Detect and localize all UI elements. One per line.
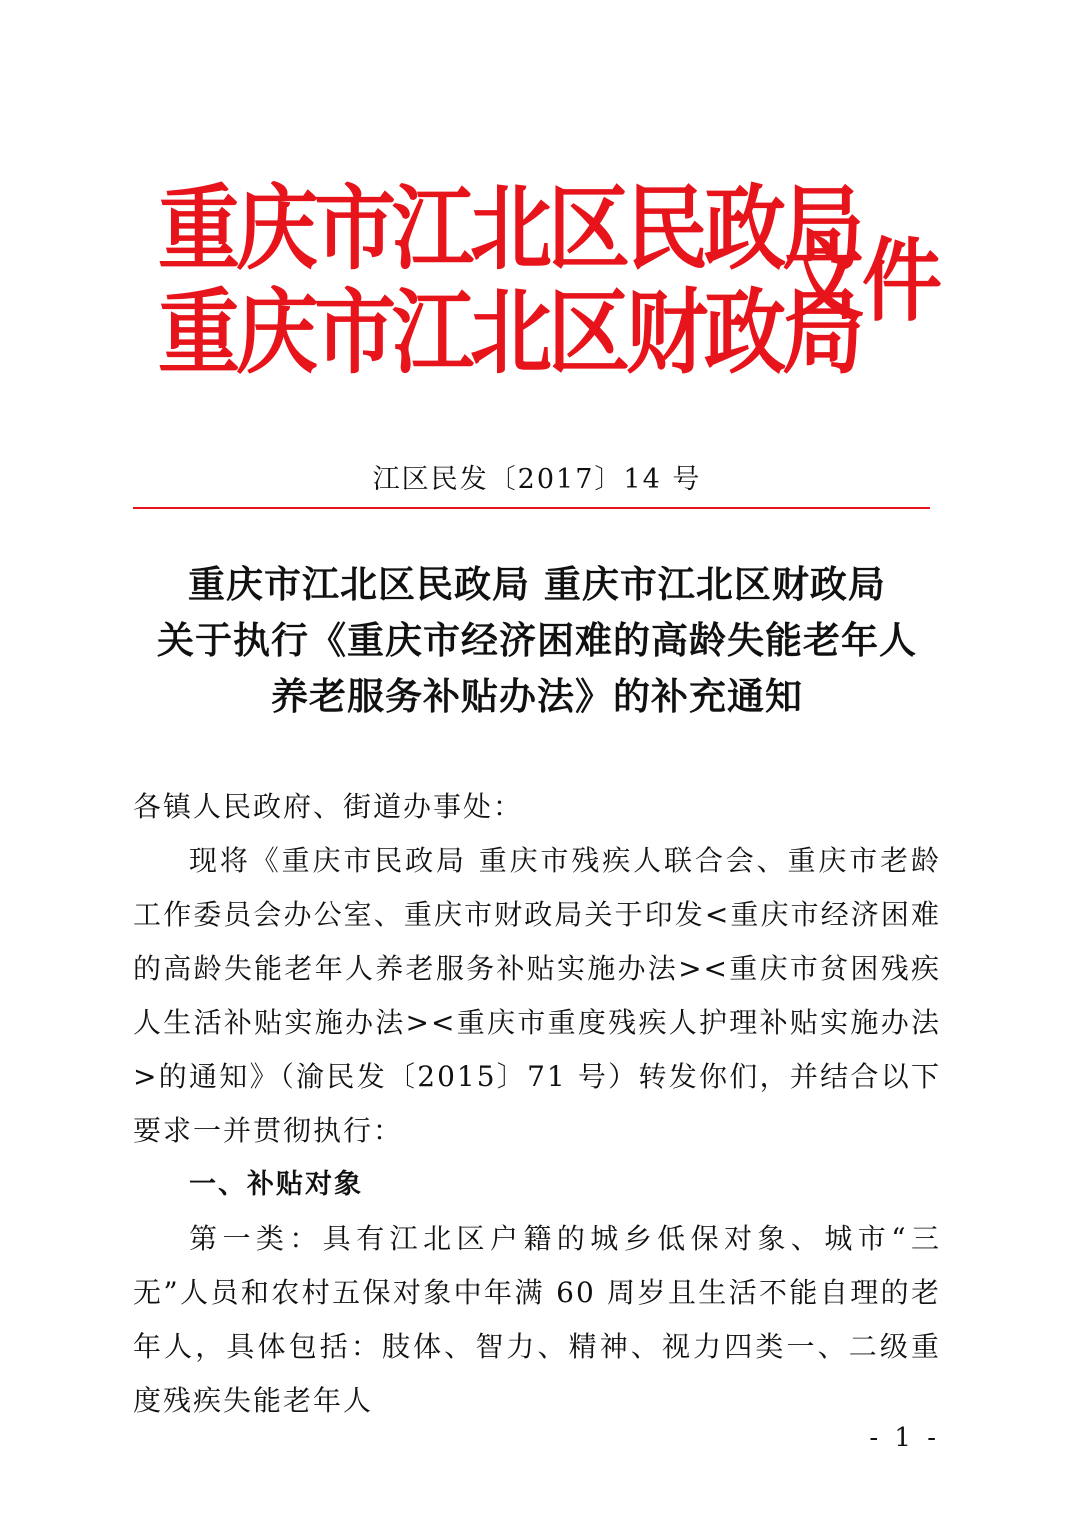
title-line-3: 养老服务补贴办法》的补充通知 [271,674,803,718]
title-line-1: 重庆市江北区民政局 重庆市江北区财政局 [188,562,886,606]
title-line-2: 关于执行《重庆市经济困难的高龄失能老年人 [157,618,917,662]
category-1-paragraph: 第一类：具有江北区户籍的城乡低保对象、城市“三无”人员和农村五保对象中年满 60 周岁且生活不能自理的老年人，具体包括：肢体、智力、精神、视力四类一、二级重度残疾失能老年人 [133,1222,941,1417]
salutation: 各镇人民政府、街道办事处： [133,790,524,823]
page-number: - 1 - [869,1423,940,1453]
document-title [100,556,974,724]
masthead-issuers [158,172,861,387]
document-body [133,780,941,1428]
document-number: 江区民发〔2017〕14 号 [372,464,702,495]
intro-paragraph: 现将《重庆市民政局 重庆市残疾人联合会、重庆市老龄工作委员会办公室、重庆市财政局关于印发<重庆市经济困难的高龄失能老年人养老服务补贴实施办法><重庆市贫困残疾人生活补贴实施办法><重庆市重度残疾人护理补贴实施办法>的通知》（渝民发〔2015〕71 号）转发你们，并结合以下要求一并贯彻执行： [133,844,941,1147]
masthead-issuer-finance: 重庆市江北区财政局 [158,280,861,387]
masthead-suffix: 文件 [784,229,940,334]
red-masthead [158,172,938,402]
masthead-issuer-civil-affairs: 重庆市江北区民政局 [158,176,861,283]
red-divider-line [133,507,930,509]
section-heading-subsidy-targets: 一、补贴对象 [189,1169,363,1200]
